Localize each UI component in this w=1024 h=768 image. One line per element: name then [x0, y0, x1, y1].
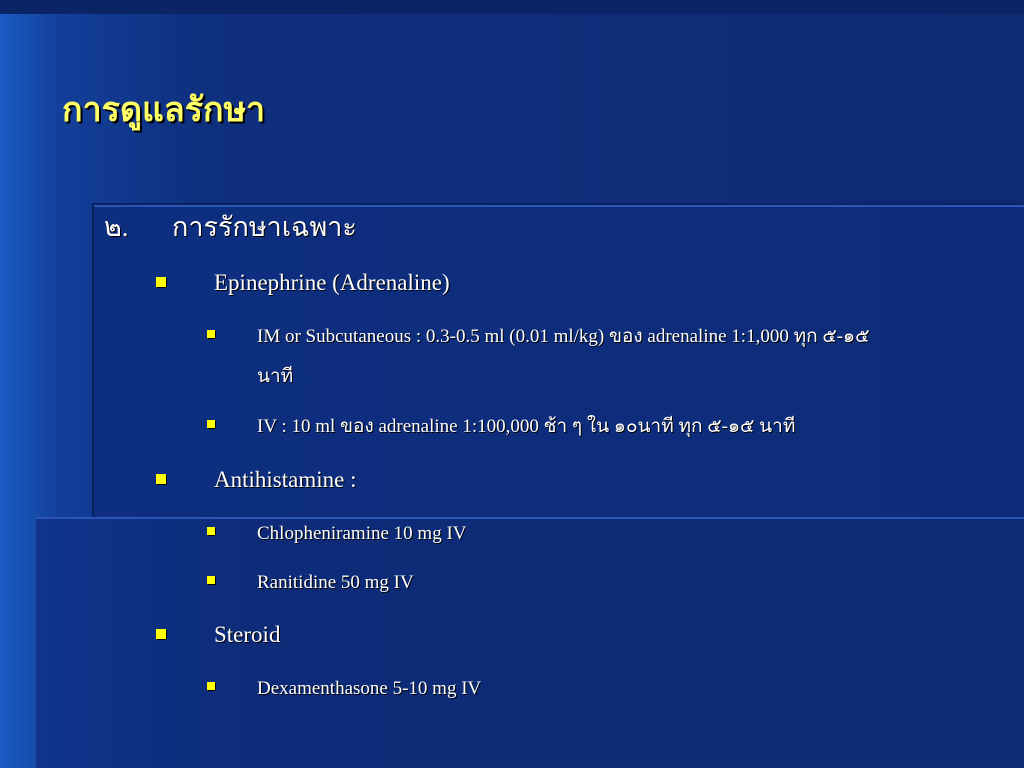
sub-bullet-item-dexamethasone: [207, 669, 481, 709]
square-bullet-icon: [207, 576, 215, 584]
sub-bullet-item-chlopheniramine: [207, 514, 467, 554]
sub-bullet-text: IM or Subcutaneous : 0.3-0.5 ml (0.01 ml/kg) ของ adrenaline 1:1,000 ทุก ๕-๑๕: [257, 326, 870, 347]
sub-bullet-item-iv-dose: [207, 407, 795, 447]
square-bullet-icon: [207, 330, 215, 338]
square-bullet-icon: [207, 527, 215, 535]
sub-bullet-item-im-dose: [207, 317, 870, 357]
sub-bullet-item-ranitidine: [207, 563, 414, 603]
section-heading: [104, 205, 357, 248]
square-bullet-icon: [156, 629, 166, 639]
sub-bullet-text: Ranitidine 50 mg IV: [257, 572, 414, 593]
bullet-item-steroid: [156, 622, 280, 648]
section-number: ๒.: [104, 212, 129, 242]
slide-title: การดูแลรักษา: [62, 90, 266, 130]
sub-bullet-text: Dexamenthasone 5-10 mg IV: [257, 678, 482, 699]
bullet-label: Steroid: [214, 622, 281, 647]
top-band: [0, 0, 1024, 14]
square-bullet-icon: [156, 277, 166, 287]
bullet-label: Epinephrine (Adrenaline): [214, 270, 450, 295]
square-bullet-icon: [156, 474, 166, 484]
sub-bullet-text-continued: นาที: [257, 366, 294, 387]
section-heading-text: การรักษาเฉพาะ: [172, 212, 357, 242]
square-bullet-icon: [207, 420, 215, 428]
square-bullet-icon: [207, 682, 215, 690]
sub-bullet-text: Chlopheniramine 10 mg IV: [257, 523, 467, 544]
sub-bullet-continuation: [207, 357, 293, 397]
bullet-item-epinephrine: [156, 270, 450, 296]
bullet-item-antihistamine: [156, 467, 356, 493]
bullet-label: Antihistamine :: [214, 467, 357, 492]
sub-bullet-text: IV : 10 ml ของ adrenaline 1:100,000 ช้า ๆ ใน ๑๐นาที ทุก ๕-๑๕ นาที: [257, 416, 796, 437]
